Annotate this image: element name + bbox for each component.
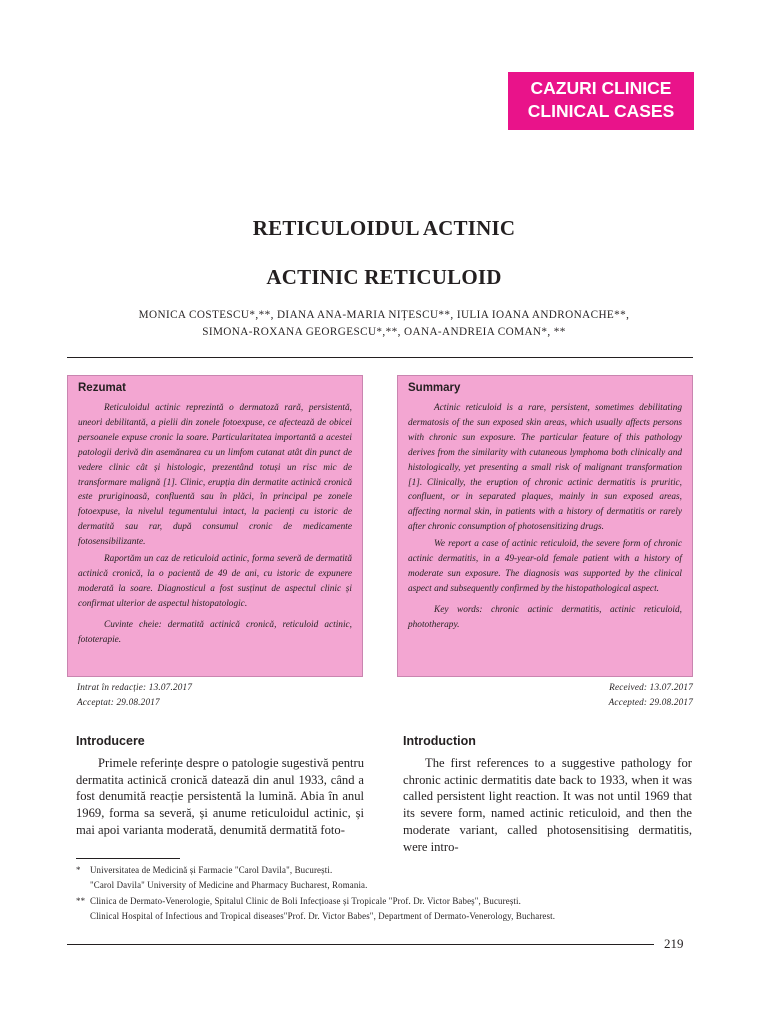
- footnote-2-ro: [76, 894, 555, 909]
- footnotes: [76, 863, 556, 925]
- intro-ro-text: Primele referințe despre o patologie sugestivă pentru dermatita actinică cronică datează din anul 1933, când a fost denumită reacție persistentă la lumină. Abia în anul 1969, forma sa severă, și anume reticuloidul actinic, și mai apoi varianta moderată, denumită dermatită foto-: [76, 756, 364, 837]
- date-received-en: Received: 13.07.2017: [609, 682, 693, 692]
- abstract-ro-paragraph-1: Reticuloidul actinic reprezintă o dermatoză rară, persistentă, uneori debilitantă, a pielii din zonele fotoexpuse, ce afectează de obicei persoanele expuse cronic la soare. Particularitatea importantă a acestei patologii derivă din asemănarea cu un limfom cutanat atât din punct de vedere clinic cât și histologic, prezentând totuși un risc mic de transformare malignă [1]. Clinic, erupția din dermatite actinică cronică este pruriginoasă, confluentă sau în plăci, în principal pe zonele fotoexpuse, la nivelul tegumentului intact, la pacienți cu istoric de dermatită sau rar, după consumul cronic de medicamente fotosensibilizante.: [78, 403, 352, 548]
- date-accepted-en: Accepted: 29.08.2017: [608, 697, 693, 707]
- date-received-ro: Intrat în redacție: 13.07.2017: [77, 682, 193, 692]
- abstract-ro-body: [78, 401, 352, 648]
- footnote-1-mark: *: [76, 865, 81, 875]
- page-number: 219: [664, 936, 684, 951]
- article-title-ro: RETICULOIDUL ACTINIC: [252, 216, 516, 240]
- footnote-2-mark: **: [76, 895, 86, 906]
- author-line-2: SIMONA-ROXANA GEORGESCU*,**, OANA-ANDREIA COMAN*, **: [202, 326, 566, 338]
- intro-en-text: The first references to a suggestive pathology for chronic actinic dermatitis date back to 1933, when it was called persistent light reaction. It was not until 1969 that its severe form, named actinic reticuloid, and then the moderate variant, called photosensitising dermatitis, were intro-: [403, 756, 692, 854]
- footnote-2-en: Clinical Hospital of Infectious and Tropical diseases"Prof. Dr. Victor Babes", Department of Dermato-Venerology, Bucharest.: [90, 911, 556, 922]
- section-badge: [508, 72, 694, 130]
- footnote-divider: [76, 858, 180, 859]
- footnote-1-ro: [76, 863, 555, 878]
- abstract-en-heading: Summary: [408, 382, 461, 394]
- footnote-1-ro-text: Universitatea de Medicină și Farmacie "Carol Davila", București.: [90, 865, 333, 875]
- abstract-en-paragraph-2: We report a case of actinic reticuloid, the severe form of chronic actinic dermatitis, in a 49-year-old female patient with a history of moderate sun exposure. The diagnosis was supported by the clinical aspect and subsequently confirmed by the histopathological aspect.: [408, 539, 682, 594]
- section-label-ro: CAZURI CLINICE: [530, 78, 672, 98]
- footnote-2-ro-text: Clinica de Dermato-Venerologie, Spitalul Clinic de Boli Infecțioase și Tropicale "Prof. Dr. Victor Babeș", București.: [90, 895, 522, 906]
- date-accepted-ro: Acceptat: 29.08.2017: [77, 697, 160, 707]
- intro-en-heading: Introduction: [403, 734, 476, 748]
- article-title-en: ACTINIC RETICULOID: [266, 265, 502, 289]
- intro-ro-heading: Introducere: [76, 734, 145, 748]
- abstract-en-keywords: Key words: chronic actinic dermatitis, actinic reticuloid, phototherapy.: [408, 604, 682, 630]
- footnote-1-en: "Carol Davila" University of Medicine and Pharmacy Bucharest, Romania.: [90, 880, 368, 891]
- section-label-en: CLINICAL CASES: [527, 101, 675, 121]
- author-line-1: MONICA COSTESCU*,**, DIANA ANA-MARIA NIȚESCU**, IULIA IOANA ANDRONACHE**,: [138, 309, 630, 321]
- abstract-en-box: [397, 375, 693, 677]
- author-list: [0, 307, 768, 341]
- abstract-ro-heading: Rezumat: [78, 382, 126, 394]
- footer-divider: [67, 944, 654, 945]
- abstract-ro-box: [67, 375, 363, 677]
- header-divider: [67, 357, 693, 358]
- abstract-en-paragraph-1: Actinic reticuloid is a rare, persistent, sometimes debilitating dermatosis of the sun exposed skin areas, which usually affects persons with chronic sun exposure. The particular feature of this pathology derives from the similarity with cutaneous lymphoma both clinically and histologically, yet presenting a small risk of malignant transformation [1]. Clinically, the eruption of chronic actinic dermatitis is pruritic, confluent, or in separated plaques, mainly in sun exposed areas, affecting normal skin, in patients with a history of dermatitis or rarely after chronic consumption of photosensitizing drugs.: [408, 403, 682, 533]
- dates-ro: [77, 680, 192, 710]
- abstract-ro-paragraph-2: Raportăm un caz de reticuloid actinic, forma severă de dermatită actinică cronică, la o pacientă de 49 de ani, cu istoric de expunere moderată la soare. Diagnosticul a fost susținut de aspectul clinic și confirmat ulterior de aspectul histopatologic.: [78, 554, 352, 609]
- abstract-en-body: [408, 401, 682, 633]
- abstract-ro-keywords: Cuvinte cheie: dermatită actinică cronică, reticuloid actinic, fototerapie.: [78, 619, 352, 645]
- dates-en: [609, 680, 693, 710]
